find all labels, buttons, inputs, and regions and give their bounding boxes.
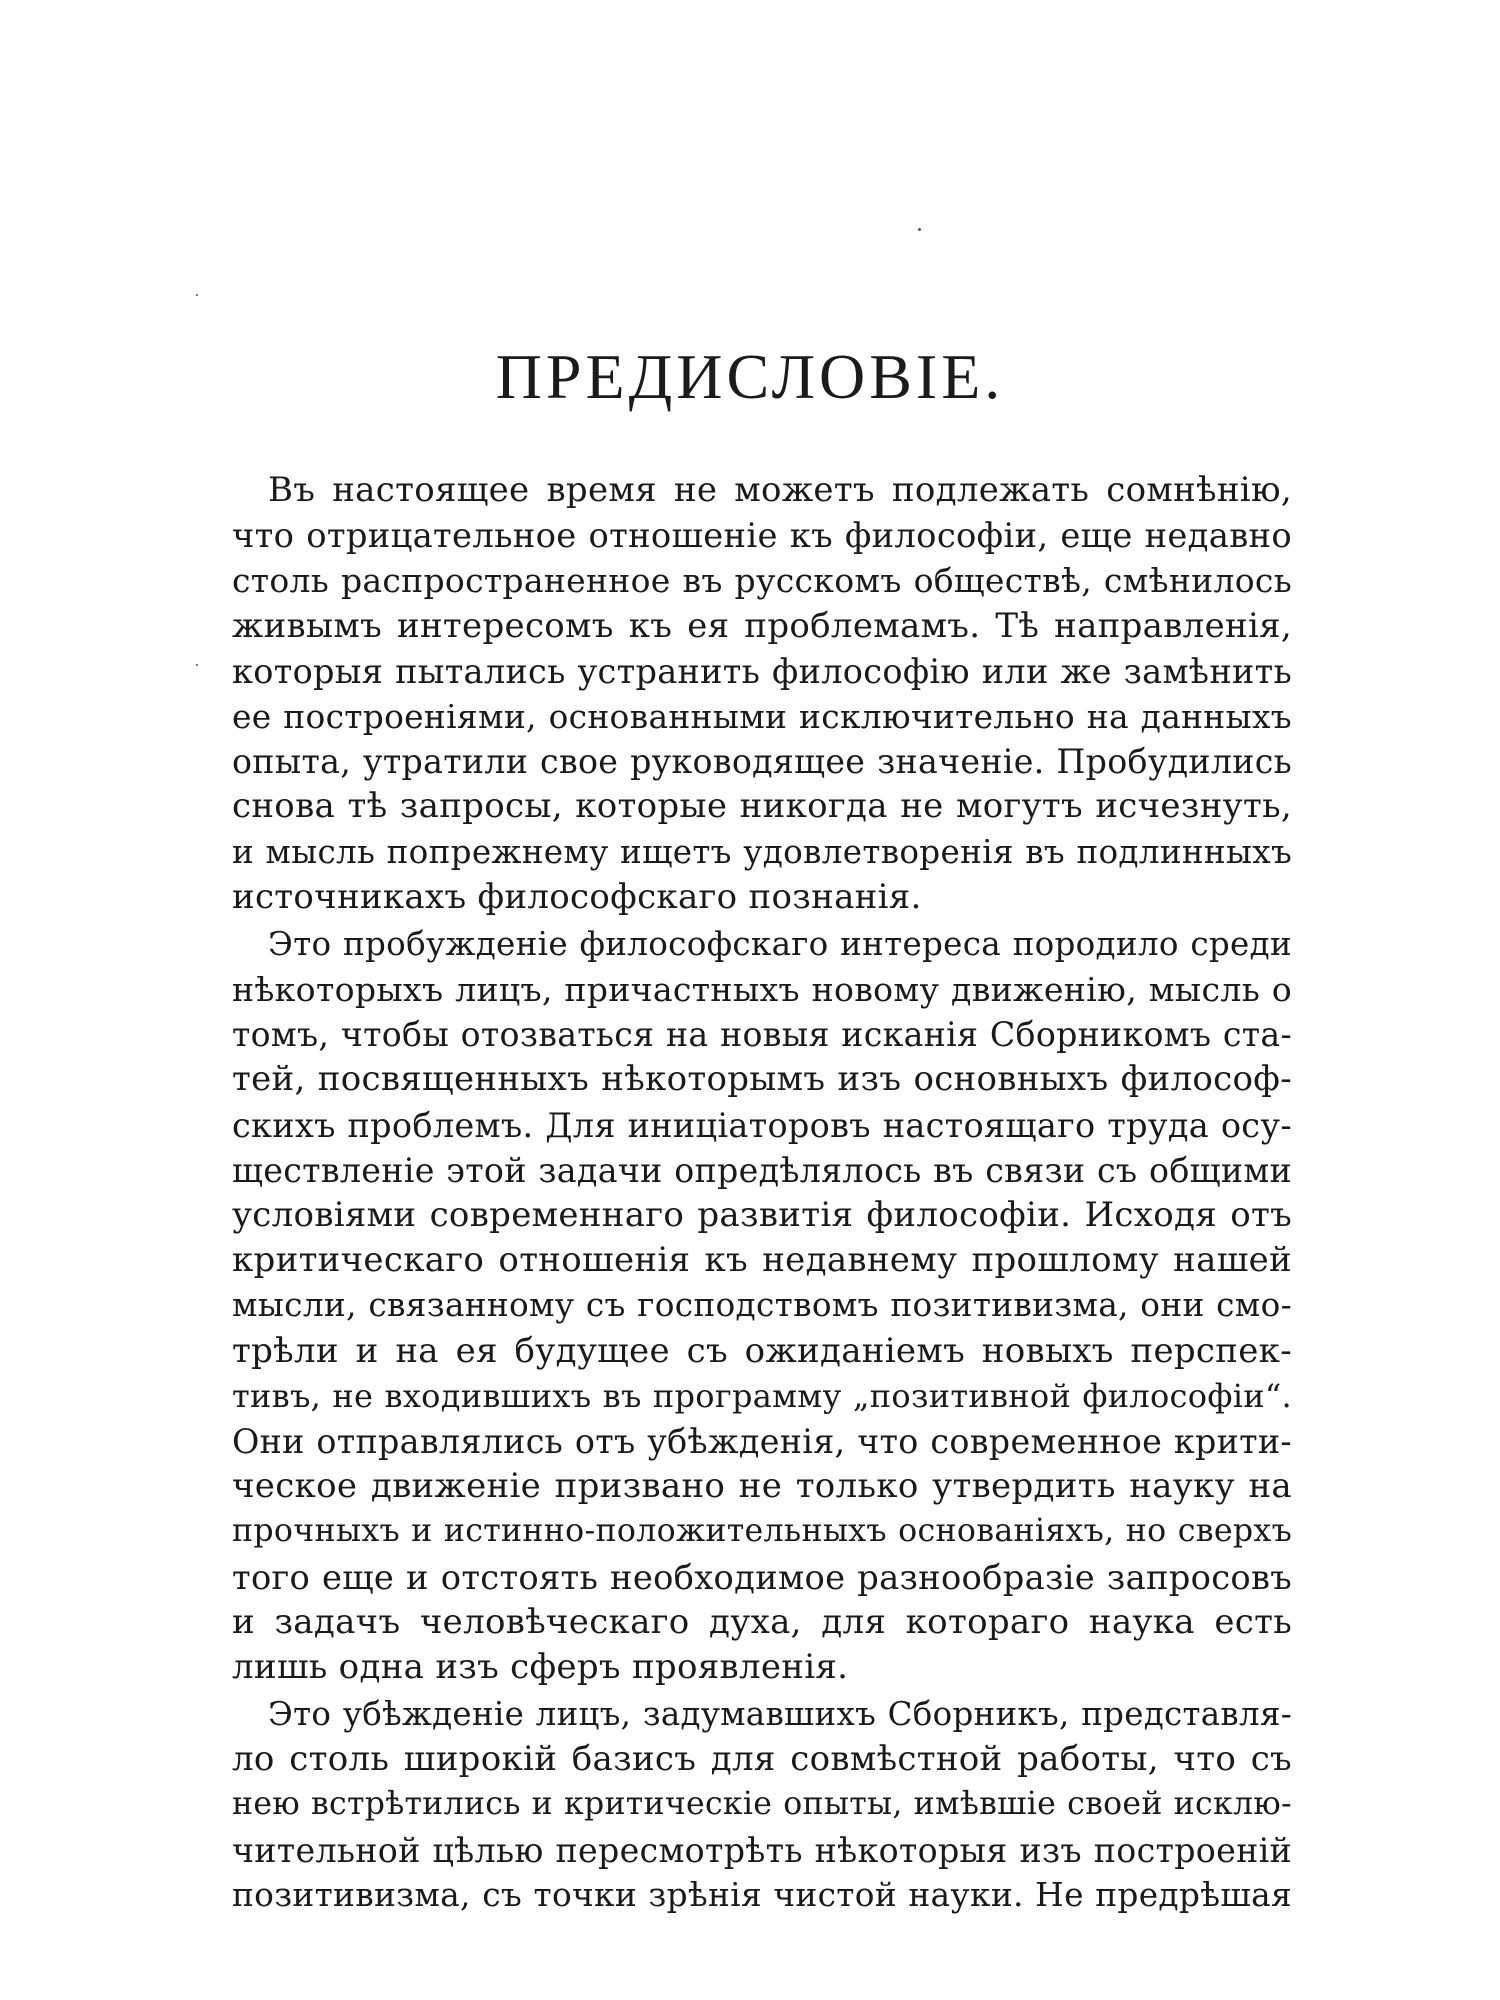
page-title: ПРЕДИСЛОВІЕ. — [495, 341, 1005, 412]
text-line: Это пробужденіе философскаго интереса породило среди — [268, 924, 1292, 963]
text-line: источникахъ философскаго познанія. — [232, 876, 922, 917]
paragraph-2 — [232, 922, 1292, 1690]
text-line: тивъ, не входившихъ въ программу „позитивной философіи“. — [232, 1376, 1292, 1415]
text-line: ществленіе этой задачи опредѣлялось въ связи съ общими — [232, 1150, 1292, 1190]
text-line: живымъ интересомъ къ ея проблемамъ. Тѣ направленія, — [232, 605, 1292, 646]
text-line: лишь одна изъ сферъ проявленія. — [232, 1646, 849, 1687]
text-line: столь распространенное въ русскомъ обществѣ, смѣнилось — [232, 561, 1292, 601]
paragraph-1 — [232, 468, 1292, 920]
text-line: тей, посвященныхъ нѣкоторымъ изъ основныхъ философ- — [232, 1059, 1292, 1100]
text-line: чительной цѣлью пересмотрѣть нѣкоторыя изъ построеній — [232, 1830, 1292, 1870]
text-line: скихъ проблемъ. Для иниціаторовъ настоящаго труда осу- — [232, 1105, 1292, 1145]
paragraph-3 — [232, 1692, 1292, 1918]
text-line: трѣли и на ея будущее съ ожиданіемъ новыхъ перспек- — [232, 1330, 1292, 1371]
scan-speck — [196, 664, 198, 666]
text-line: Въ настоящее время не можетъ подлежать сомнѣнію, — [268, 470, 1292, 510]
text-line: и мысль попрежнему ищетъ удовлетворенія въ подлинныхъ — [232, 832, 1292, 871]
text-line: ее построеніями, основанными исключительно на данныхъ — [232, 696, 1292, 736]
text-line: и задачъ человѣческаго духа, для котораго наука есть — [232, 1601, 1292, 1642]
scan-speck — [918, 228, 921, 231]
text-line: Это убѣжденіе лицъ, задумавшихъ Сборникъ, представля- — [268, 1695, 1292, 1734]
text-line: опыта, утратили свое руководящее значеніе. Пробудились — [232, 742, 1292, 782]
text-line: ло столь широкій базисъ для совмѣстной работы, что съ — [232, 1739, 1292, 1780]
text-line: нею встрѣтились и критическіе опыты, имѣвшіе своей исклю- — [232, 1786, 1292, 1823]
text-line: нѣкоторыхъ лицъ, причастныхъ новому движенію, мысль о — [232, 970, 1292, 1010]
text-line: позитивизма, съ точки зрѣнія чистой науки. Не предрѣшая — [232, 1875, 1292, 1914]
text-line: снова тѣ запросы, которые никогда не могутъ исчезнуть, — [232, 786, 1292, 827]
text-line: мысли, связанному съ господствомъ позитивизма, они смо- — [232, 1286, 1292, 1325]
text-line: которыя пытались устранить философію или же замѣнить — [232, 651, 1292, 691]
text-line: прочныхъ и истинно-положительныхъ основаніяхъ, но сверхъ — [232, 1513, 1292, 1550]
text-line: Они отправлялись отъ убѣжденія, что современное крити- — [232, 1421, 1292, 1461]
text-line: томъ, чтобы отозваться на новыя исканія Сборникомъ ста- — [232, 1015, 1292, 1055]
body-text — [232, 468, 1292, 1918]
text-line: что отрицательное отношеніе къ философіи, еще недавно — [232, 516, 1292, 556]
text-line: того еще и отстоять необходимое разнообразіе запросовъ — [232, 1557, 1292, 1597]
text-line: ческое движеніе призвано не только утвердить науку на — [232, 1466, 1292, 1507]
text-line: критическаго отношенія къ недавнему прошлому нашей — [232, 1240, 1292, 1281]
text-line: условіями современнаго развитія философіи. Исходя отъ — [232, 1195, 1292, 1235]
scan-speck — [196, 294, 198, 296]
